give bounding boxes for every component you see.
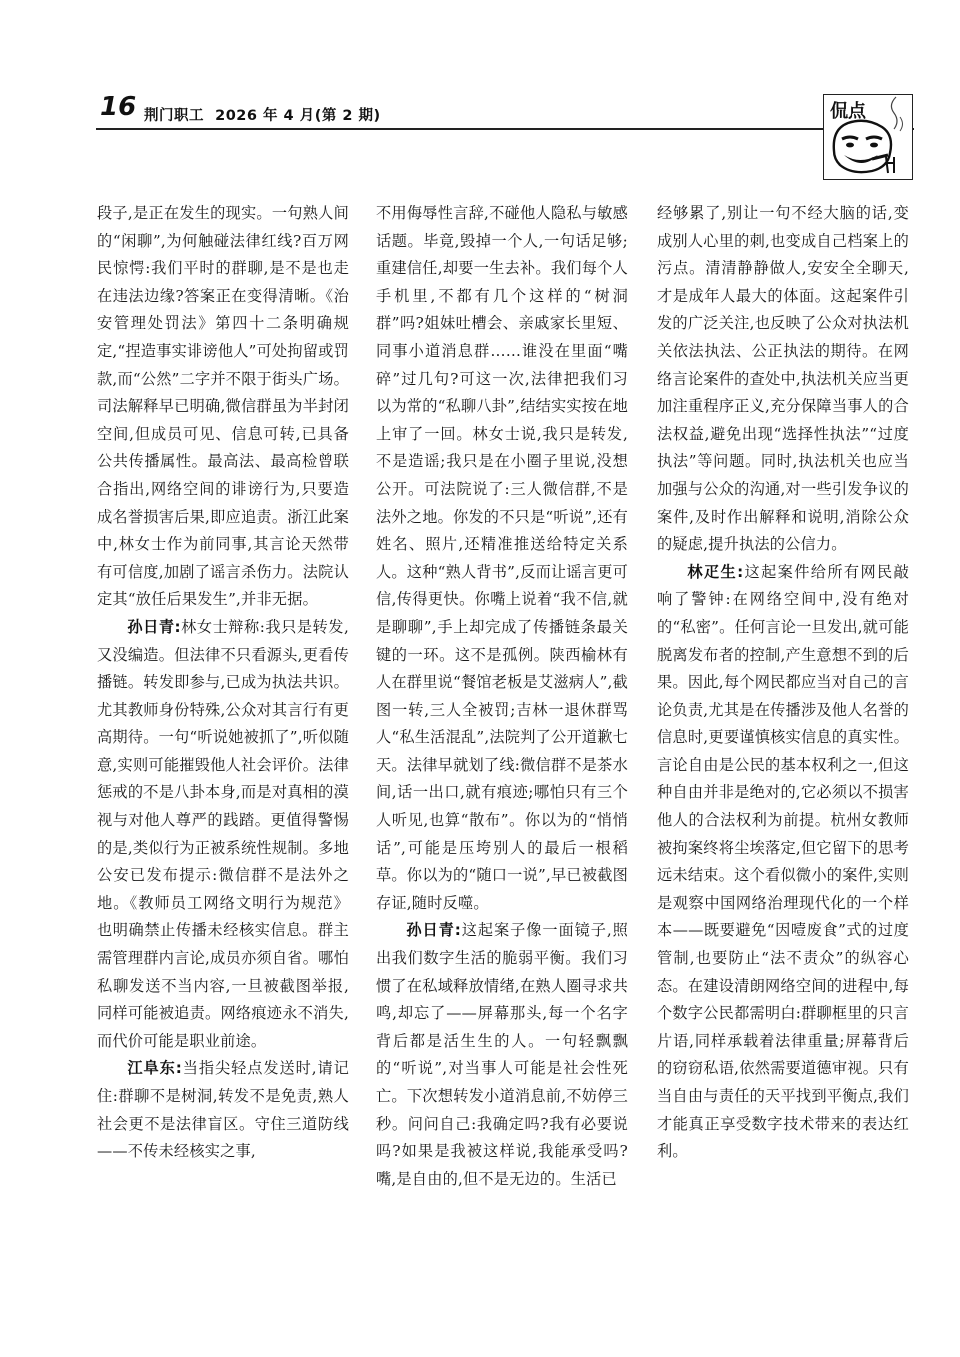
speaker-name: 孙日青: — [406, 921, 462, 940]
publication-info — [144, 104, 381, 125]
paragraph-text: 这起案子像一面镜子,照出我们数字生活的脆弱平衡。我们习惯了在私域释放情绪,在熟人圈寻求共鸣,却忘了——屏幕那头,每一个名字背后都是活生生的人。一句轻飘飘的“听说”,对当事人可能是社会性死亡。下次想转发小道消息前,不妨停三秒。问问自己:我确定吗?我有必要说吗?如果是我被这样说,我能承受吗?嘴,是自由的,但不是无边的。生活已 — [376, 921, 628, 1188]
paragraph — [97, 1055, 349, 1165]
page-number: 16 — [100, 92, 137, 122]
paragraph: 段子,是正在发生的现实。一句熟人间的“闲聊”,为何触碰法律红线?百万网民惊愕:我们平时的群聊,是不是也走在违法边缘?答案正在变得清晰。《治安管理处罚法》第四十二条明确规定,“捏造事实诽谤他人”可处拘留或罚款,而“公然”二字并不限于街头广场。司法解释早已明确,微信群虽为半封闭空间,但成员可见、信息可转,已具备公共传播属性。最高法、最高检曾联合指出,网络空间的诽谤行为,只要造成名誉损害后果,即应追责。浙江此案中,林女士作为前同事,其言论天然带有可信度,加剧了谣言杀伤力。法院认定其“放任后果发生”,并非无据。 — [97, 204, 349, 609]
page-header — [96, 92, 914, 130]
column-badge — [823, 94, 913, 180]
paragraph: 经够累了,别让一句不经大脑的话,变成别人心里的刺,也变成自己档案上的污点。清清静静做人,安安全全聊天,才是成年人最大的体面。这起案件引发的广泛关注,也反映了公众对执法机关依法执法、公正执法的期待。在网络言论案件的查处中,执法机关应当更加注重程序正义,充分保障当事人的合法权益,避免出现“选择性执法”“过度执法”等问题。同时,执法机关也应当加强与公众的沟通,对一些引发争议的案件,及时作出解释和说明,消除公众的疑虑,提升执法的公信力。 — [657, 204, 909, 554]
paragraph-text: 这起案件给所有网民敲响了警钟:在网络空间中,没有绝对的“私密”。任何言论一旦发出,就可能脱离发布者的控制,产生意想不到的后果。因此,每个网民都应当对自己的言论负责,尤其是在传播涉及他人名誉的信息时,更要谨慎核实信息的真实性。言论自由是公民的基本权利之一,但这种自由并非是绝对的,它必须以不损害他人的合法权利为前提。杭州女教师被拘案终将尘埃落定,但它留下的思考远未结束。这个看似微小的案件,实则是观察中国网络治理现代化的一个样本——既要避免“因噎废食”式的过度管制,也要防止“法不责众”的纵容心态。在建设清朗网络空间的进程中,每个数字公民都需明白:群聊框里的只言片语,同样承载着法律重量;屏幕背后的窃窃私语,依然需要道德审视。只有当自由与责任的天平找到平衡点,我们才能真正享受数字技术带来的表达红利。 — [657, 562, 910, 1161]
speaker-name: 江阜东: — [127, 1059, 183, 1078]
speaker-name: 孙日青: — [127, 617, 181, 636]
paragraph-text: 当指尖轻点发送时,请记住:群聊不是树洞,转发不是免责,熟人社会更不是法律盲区。守住三道防线——不传未经核实之事, — [97, 1059, 349, 1161]
paragraph — [657, 559, 909, 1166]
article-column-2 — [376, 200, 628, 1193]
paragraph-text: 林女士辩称:我只是转发,又没编造。但法律不只看源头,更看传播链。转发即参与,已成为执法共识。尤其教师身份特殊,公众对其言行有更高期待。一句“听说她被抓了”,听似随意,实则可能摧毁他人社会评价。法律惩戒的不是八卦本身,而是对真相的漠视与对他人尊严的践踏。更值得警惕的是,类似行为正被系统性规制。多地公安已发布提示:微信群不是法外之地。《教师员工网络文明行为规范》也明确禁止传播未经核实信息。群主需管理群内言论,成员亦须自省。哪怕私聊发送不当内容,一旦被截图举报,同样可能被追责。网络痕迹永不消失,而代价可能是职业前途。 — [97, 617, 349, 1050]
paragraph: 不用侮辱性言辞,不碰他人隐私与敏感话题。毕竟,毁掉一个人,一句话足够;重建信任,却要一生去补。我们每个人手机里,不都有几个这样的“树洞群”吗?姐妹吐槽会、亲戚家长里短、同事小道消息群……谁没在里面“嘴碎”过几句?可这一次,法律把我们习以为常的“私聊八卦”,结结实实按在地上审了一回。林女士说,我只是转发,不是造谣;我只是在小圈子里说,没想公开。可法院说了:三人微信群,不是法外之地。你发的不只是“听说”,还有姓名、照片,还精准推送给特定关系人。这种“熟人背书”,反而让谣言更可信,传得更快。你嘴上说着“我不信,就是聊聊”,手上却完成了传播链条最关键的一环。这不是孤例。陕西榆林有人在群里说“餐馆老板是艾滋病人”,截图一转,三人全被罚;吉林一退休群骂人“私生活混乱”,法院判了公开道歉七天。法律早就划了线:微信群不是茶水间,话一出口,就有痕迹;哪怕只有三个人听见,也算“散布”。你以为的“悄悄话”,可能是压垮别人的最后一根稻草。你以为的“随口一说”,早已被截图存证,随时反噬。 — [376, 204, 628, 912]
publication-title: 荆门职工 — [144, 108, 204, 124]
article-column-1 — [97, 200, 349, 1166]
column-title: 侃点 — [830, 101, 866, 122]
speaker-name: 林疋生: — [687, 562, 744, 581]
article-column-3 — [657, 200, 909, 1166]
paragraph — [376, 917, 628, 1193]
smiling-face-with-cigarette-icon — [824, 95, 912, 179]
issue-date: 2026 年 4 月(第 2 期) — [215, 108, 381, 124]
paragraph — [97, 614, 349, 1056]
